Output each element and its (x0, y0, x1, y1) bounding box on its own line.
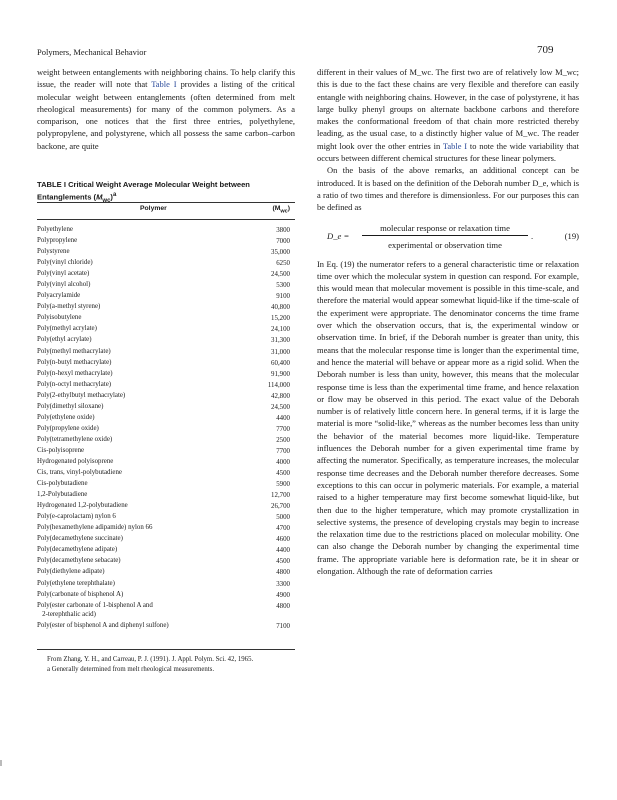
table-row (37, 413, 295, 424)
mwc-value: 4900 (276, 591, 290, 599)
table-row (37, 313, 295, 324)
column-header-polymer: Polymer (140, 205, 167, 212)
table-header-rule (37, 219, 295, 220)
table-row (37, 512, 295, 523)
table-row (37, 335, 295, 346)
mwc-value: 15,200 (271, 315, 290, 323)
mwc-value: 7000 (276, 238, 290, 246)
table-row (37, 358, 295, 369)
mwc-value: 5300 (276, 282, 290, 290)
table-row (37, 369, 295, 380)
polymer-name: Poly(decamethylene succinate) (37, 535, 123, 543)
mwc-value: 2500 (276, 436, 290, 444)
equation-numerator: molecular response or relaxation time (380, 222, 510, 233)
polymer-name: Polyisobutylene (37, 314, 82, 322)
caption-text: TABLE I Critical Weight Average Molecular Weight between Entanglements ( (37, 180, 250, 202)
polymer-name: Poly(tetramethylene oxide) (37, 435, 113, 443)
mwc-value: 4800 (276, 602, 290, 610)
paragraph-text: to note the wide variability that occurs between different chemical structures for these linear polymers. (317, 140, 579, 164)
table-row (37, 302, 295, 313)
table-row (37, 391, 295, 402)
table-i-link[interactable]: Table I (151, 79, 177, 90)
polymer-name: Poly(n-butyl methacrylate) (37, 358, 112, 366)
polymer-name: Poly(a-methyl styrene) (37, 303, 101, 311)
footnote-source: From Zhang, Y. H., and Carreau, P. J. (1991). J. Appl. Polym. Sci. 42, 1965. (47, 656, 254, 663)
table-row (37, 523, 295, 534)
mwc-value: 5900 (276, 481, 290, 489)
mwc-value: 3800 (276, 227, 290, 234)
table-row (37, 556, 295, 567)
polymer-name: Hydrogenated 1,2-polybutadiene (37, 502, 128, 510)
mwc-value: 24,500 (271, 403, 290, 411)
polymer-name: Polystyrene (37, 248, 70, 256)
mwc-value: 4400 (276, 547, 290, 555)
table-footnotes (37, 655, 295, 674)
equation-denominator: experimental or observation time (388, 239, 502, 250)
paragraph-text: weight between entanglements with neighboring chains. To help clarify this issue, the reader will note that (37, 67, 295, 90)
mwc-value: 7700 (276, 425, 290, 433)
table-row (37, 291, 295, 302)
polymer-name: Poly(e-caprolactam) nylon 6 (37, 513, 116, 521)
equation-number: (19) (564, 230, 579, 241)
table-row (37, 424, 295, 435)
table-row (37, 247, 295, 258)
table-row (37, 468, 295, 479)
polymer-name: Hydrogenated polyisoprene (37, 457, 114, 465)
polymer-name: Poly(ethyl acrylate) (37, 336, 92, 344)
table-row (37, 258, 295, 269)
table-row (37, 567, 295, 578)
mwc-value: 31,300 (271, 337, 290, 345)
mwc-value: 9100 (276, 293, 290, 301)
mwc-value: 31,000 (271, 348, 290, 356)
mwc-value: 4600 (276, 536, 290, 544)
polymer-name: Poly(ethylene terephthalate) (37, 579, 115, 587)
right-column (317, 66, 579, 577)
mwc-value: 24,500 (271, 271, 290, 279)
footnote-a: a Generally determined from melt rheological measurements. (47, 665, 215, 673)
mwc-value: 3300 (276, 580, 290, 588)
caption-subscript: wc (102, 198, 111, 205)
mwc-value: 4500 (276, 470, 290, 478)
mwc-value: 4400 (276, 414, 290, 422)
mwc-value: 4800 (276, 569, 290, 577)
table-bottom-rule (37, 649, 295, 650)
mwc-value: 60,400 (271, 359, 290, 367)
table-row (37, 479, 295, 490)
polymer-name: Cis-polyisoprene (37, 446, 85, 454)
paragraph-text: provides a listing of the critical molecular weight between entanglements (often determined from melt rheological measurements) for many of the common polymers. As a comparison, one notices that the first three entries, polyethylene, polypropylene, and polystyrene, which all possess the same carbon–carbon backone, are quite (37, 79, 295, 151)
table-row (37, 380, 295, 391)
equation-period: . (531, 230, 534, 241)
mwc-value: 4500 (276, 558, 290, 566)
mwc-value: 12,700 (271, 492, 290, 500)
mwc-value: 24,100 (271, 326, 290, 334)
polymer-name: Poly(vinyl chloride) (37, 259, 93, 267)
table-row (37, 402, 295, 413)
table-row (37, 457, 295, 468)
table-row (37, 501, 295, 512)
mwc-value: 91,900 (271, 370, 290, 378)
polymer-name: Poly(ethylene oxide) (37, 413, 95, 421)
table-row (37, 621, 295, 632)
polymer-name: Poly(methyl methacrylate) (37, 347, 111, 355)
fraction-bar (362, 235, 528, 236)
caption-close: ) (110, 192, 113, 202)
running-title: Polymers, Mechanical Behavior (37, 47, 147, 57)
polymer-name: Poly(methyl acrylate) (37, 325, 97, 333)
table-row (37, 225, 295, 236)
table-header (37, 205, 295, 216)
mwc-value: 42,800 (271, 392, 290, 400)
table-top-rule (37, 202, 295, 203)
polymer-name: Poly(propylene oxide) (37, 424, 99, 432)
mwc-value: 4700 (276, 525, 290, 533)
mwc-value: 114,000 (267, 381, 290, 389)
table-row (37, 435, 295, 446)
polymer-name: Poly(decamethylene sebacate) (37, 557, 121, 565)
table-row (37, 347, 295, 358)
table-row (37, 269, 295, 280)
table-row (37, 545, 295, 556)
polymer-name: Polyacrylamide (37, 292, 81, 300)
polymer-name: Cis-polybutadiene (37, 480, 88, 488)
polymer-name: Poly(2-ethylbutyl methacrylate) (37, 391, 126, 399)
page-number: 709 (537, 44, 554, 56)
polymer-name: Poly(decamethylene adipate) (37, 546, 118, 554)
table-i-link[interactable]: Table I (442, 140, 468, 151)
polymer-name: Poly(diethylene adipate) (37, 568, 105, 576)
column-header-mwc: $(M_{wc})$ (272, 205, 290, 215)
table-row (37, 280, 295, 291)
equation-19 (317, 220, 579, 254)
caption-symbol: M (96, 192, 103, 202)
paragraph: In Eq. (19) the numerator refers to a general characteristic time or relaxation time over which the molecular system in question can respond. For example, this would mean that molecular movement is possible in this time-scale, and therefore the material would appear somewhat liquid-like if the time-scale of the experiment were appropriate. The denominator concerns the time frame over which the observation occurs, that is, the experimental window or observation time. In brief, if the Deborah number is greater than unity, this means that the molecular response time is longer than the experimental time, and hence the material will behave or appear more as a rigid solid. When the Deborah number is less than unity, however, this means that the molecular response time is less than the experimental time frame, and hence relaxation or flow may be observed in this period. The exact value of the Deborah number is of relatively little concern here. In general terms, if it is large the material is more “solid-like,” whereas as the number becomes less than unity the behavior of the material becomes more liquid-like. Temperature influences the Deborah number for a given experimental time frame by affecting the numerator. Specifically, as temperature increases, the molecular response time decreases and the Deborah number therefore decreases. Some exceptions to this can occur in polymeric materials. For example, a material raised to a higher temperature may first become somewhat liquid-like, but then due to the higher temperature, which may promote crystallization in selective systems, the presence of developing crystals may begin to increase the relaxation time due to the restrictions placed on molecular mobility. One can also change the Deborah number by changing the experimental time frame. The appropriate variable here is deformation rate, be it in shear or elongation. Although the rate of deformation carries (317, 258, 579, 576)
table-row (37, 446, 295, 457)
polymer-name: Poly(n-octyl methacrylate) (37, 380, 112, 388)
polymer-name: Poly(dimethyl siloxane) (37, 402, 104, 410)
polymer-name: Poly(ester of bisphenol A and diphenyl sulfone) (37, 622, 169, 630)
paragraph: On the basis of the above remarks, an additional concept can be introduced. It is based on the definition of the Deborah number D_e, which is a ratio of two times and therefore is dimensionless. For our purposes this can be defined as (317, 165, 579, 213)
polymer-name: Cis, trans, vinyl-polybutadiene (37, 469, 122, 477)
caption-superscript: a (112, 192, 117, 198)
table-row (37, 324, 295, 335)
paragraph-text: different in their values of M_wc. The first two are of relatively low M_wc; this is due to the fact these chains are very flexible and therefore can easily entangle with neighboring chains. However, in the case of polystyrene, it has large bulky phenyl groups on alternate backbone carbons and therefore makes the conformational freedom of that chain more restricted thereby leading, as the usual case, to a distinctly higher value of M_wc. The reader might look over the other entries in (317, 67, 579, 151)
mwc-value: 35,000 (271, 249, 290, 257)
equation-lhs: D_e = (327, 230, 350, 241)
mwc-value: 6250 (276, 260, 290, 268)
polymer-name: Polyethylene (37, 226, 73, 233)
polymer-name: Poly(vinyl acetate) (37, 270, 90, 278)
polymer-name: Poly(carbonate of bisphenol A) (37, 590, 124, 598)
polymer-name: Polypropylene (37, 237, 78, 245)
mwc-value: 7700 (276, 447, 290, 455)
table-row (37, 236, 295, 247)
mwc-value: 5000 (276, 514, 290, 522)
polymer-name: Poly(vinyl alcohol) (37, 281, 91, 289)
table-row (37, 590, 295, 601)
polymer-name: Poly(hexamethylene adipamide) nylon 66 (37, 524, 153, 532)
left-column-paragraph (37, 66, 295, 152)
polymer-name: Poly(ester carbonate of 1-bisphenol A and 2-terephthalic acid) (37, 601, 153, 619)
mwc-value: 4000 (276, 458, 290, 466)
table-row (37, 534, 295, 545)
mwc-value: 40,800 (271, 304, 290, 312)
polymer-name: Poly(n-hexyl methacrylate) (37, 369, 113, 377)
table-row (37, 579, 295, 590)
mwc-value: 7100 (276, 623, 290, 631)
mwc-value: 26,700 (271, 503, 290, 511)
table-row (37, 490, 295, 501)
table-row (37, 601, 295, 622)
table-body (37, 225, 295, 632)
polymer-name: 1,2-Polybutadiene (37, 491, 88, 499)
scan-edge-mark (0, 760, 2, 766)
